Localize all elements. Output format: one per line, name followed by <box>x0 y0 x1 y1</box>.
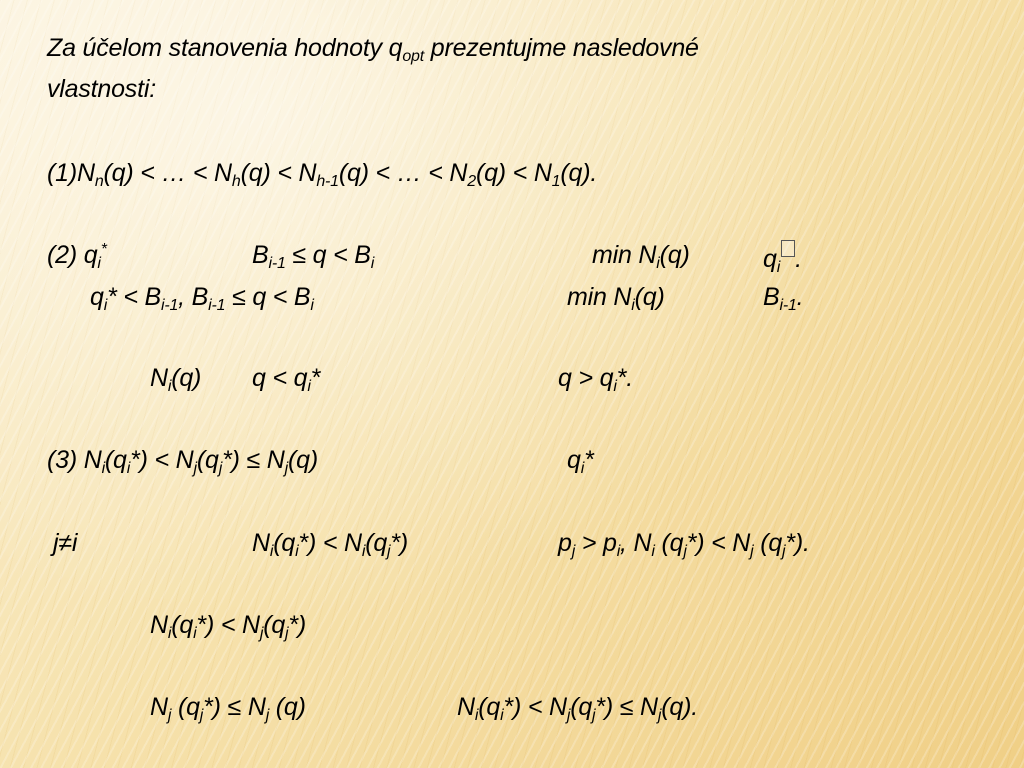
missing-glyph-box-icon <box>781 240 795 257</box>
formula-text: p <box>558 529 572 557</box>
subscript: j <box>782 543 786 560</box>
formula-text: i <box>71 529 78 557</box>
subscript: i-1 <box>208 297 226 314</box>
formula-text: N <box>150 364 168 392</box>
property-2-q-star <box>47 240 107 270</box>
subscript: n <box>94 173 104 190</box>
formula-text: (3) N <box>47 446 102 474</box>
property-3d-left <box>150 692 306 722</box>
subscript: i <box>656 255 660 272</box>
property-2-interval <box>252 240 374 270</box>
formula-text: *) < N <box>503 693 567 721</box>
subscript: i <box>101 460 105 477</box>
property-3d-right <box>457 692 698 722</box>
subscript: j <box>683 543 687 560</box>
formula-text: *) < N <box>686 529 751 557</box>
formula-text: ≤ q < B <box>285 241 371 269</box>
subscript: i <box>776 259 781 276</box>
property-2-bound <box>763 282 803 312</box>
property-2b-ni <box>150 363 201 393</box>
subscript: i <box>631 297 635 314</box>
formula-text: q <box>567 446 581 474</box>
subscript: i <box>97 255 101 272</box>
formula-text: min N <box>592 241 657 269</box>
formula-text: (q <box>654 529 684 557</box>
formula-text: (q). <box>560 159 598 187</box>
formula-text: *. <box>616 364 633 392</box>
property-2-qi-box <box>763 240 802 274</box>
subscript: j <box>750 543 754 560</box>
property-1 <box>47 158 597 188</box>
formula-text: (q <box>263 611 286 639</box>
subscript: 2 <box>467 173 476 190</box>
formula-text: q <box>90 283 104 311</box>
subscript: i <box>310 297 314 314</box>
subscript: opt <box>402 48 424 65</box>
formula-text: ≠ <box>58 529 72 557</box>
formula-text: N <box>150 693 168 721</box>
subscript: i <box>307 378 311 395</box>
formula-text: * < B <box>107 283 161 311</box>
formula-text: (q) < … < N <box>103 159 232 187</box>
formula-text: *) < N <box>196 611 260 639</box>
formula-text: j <box>53 529 59 557</box>
property-2-min-2 <box>567 282 665 312</box>
property-2b-lt <box>252 363 320 393</box>
formula-text: *) ≤ N <box>222 446 285 474</box>
subscript: i <box>651 543 655 560</box>
property-3c <box>150 610 306 640</box>
subscript: i-1 <box>268 255 286 272</box>
formula-text: (q) <box>287 446 318 474</box>
formula-text: (q <box>753 529 783 557</box>
subscript: j <box>285 625 289 642</box>
subscript: h <box>231 173 241 190</box>
formula-text: N <box>150 611 168 639</box>
subscript: j <box>265 707 270 724</box>
subscript: j <box>592 707 596 724</box>
formula-text: , B <box>178 283 209 311</box>
formula-text: q <box>763 245 777 273</box>
formula-text: , N <box>620 529 652 557</box>
formula-text: (q) < N <box>475 159 552 187</box>
subscript: i-1 <box>779 297 797 314</box>
subscript: j <box>657 707 662 724</box>
formula-text: N <box>457 693 475 721</box>
formula-text: . <box>796 283 804 311</box>
subscript: j <box>284 460 288 477</box>
formula-text: (1)N <box>47 159 95 187</box>
subscript: i <box>370 255 375 272</box>
property-3b-ineq <box>252 528 408 558</box>
property-2-min <box>592 240 690 270</box>
formula-text: (q) <box>634 283 665 311</box>
intro-text: Za účelom stanovenia hodnoty q <box>47 34 403 62</box>
formula-text: (q) < … < N <box>338 159 468 187</box>
formula-text: *) ≤ N <box>203 693 266 721</box>
subscript: i <box>167 625 172 642</box>
formula-text: q > q <box>558 364 614 392</box>
formula-text: (q <box>196 446 219 474</box>
formula-text: *) ≤ N <box>595 693 658 721</box>
formula-text: *) < N <box>298 529 362 557</box>
subscript: i <box>269 543 274 560</box>
subscript: i-1 <box>160 297 179 314</box>
formula-text: (q <box>478 693 501 721</box>
subscript: h-1 <box>316 173 339 190</box>
formula-text: *) <box>288 611 307 639</box>
formula-text: ≤ q < B <box>225 283 311 311</box>
formula-text: B <box>252 241 269 269</box>
formula-text: (q <box>365 529 388 557</box>
subscript: j <box>199 707 204 724</box>
intro-text: prezentujme nasledovné <box>424 34 699 62</box>
formula-text: (q) <box>269 693 306 721</box>
formula-text: (q <box>104 446 127 474</box>
subscript: i <box>474 707 479 724</box>
formula-text: *) < N <box>130 446 194 474</box>
formula-text: q < q <box>252 364 308 392</box>
subscript: i <box>126 460 131 477</box>
subscript: j <box>387 543 391 560</box>
property-2-condition <box>90 282 314 312</box>
subscript: i <box>580 460 585 477</box>
formula-text: B <box>763 283 780 311</box>
property-3-qi-star <box>567 445 594 475</box>
formula-text: (q <box>570 693 593 721</box>
subscript: i <box>193 625 197 642</box>
formula-text: (q <box>171 693 200 721</box>
formula-text: (q). <box>661 693 698 721</box>
property-3b-p <box>558 528 810 558</box>
formula-text: (q <box>171 611 194 639</box>
subscript: j <box>218 460 223 477</box>
subscript: i <box>500 707 504 724</box>
formula-text: min N <box>567 283 632 311</box>
formula-text: (q <box>273 529 296 557</box>
subscript: j <box>167 707 172 724</box>
formula-text: * <box>310 364 321 392</box>
property-3 <box>47 445 318 475</box>
formula-text: . <box>795 245 802 273</box>
intro-line-1 <box>47 33 699 63</box>
subscript: j <box>566 707 571 724</box>
subscript: j <box>259 625 264 642</box>
intro-line-2: vlastnosti: <box>47 75 156 103</box>
subscript: i <box>295 543 299 560</box>
formula-text: N <box>252 529 270 557</box>
formula-text: > p <box>575 529 617 557</box>
formula-text: *). <box>785 529 810 557</box>
subscript: i <box>103 297 108 314</box>
property-2b-gt <box>558 363 633 393</box>
formula-text: (q) < N <box>240 159 317 187</box>
subscript: i <box>167 378 172 395</box>
formula-text: *) <box>390 529 409 557</box>
subscript: j <box>571 543 576 560</box>
property-3b-j-neq-i <box>53 528 77 558</box>
subscript: i <box>361 543 366 560</box>
subscript: i <box>616 543 621 560</box>
subscript: i <box>613 378 617 395</box>
formula-text: (q) <box>659 241 690 269</box>
subscript: j <box>193 460 197 477</box>
formula-text: (q) <box>171 364 202 392</box>
formula-text: (2) q <box>47 241 98 269</box>
formula-text: * <box>584 446 594 474</box>
superscript: * <box>100 241 107 258</box>
subscript: 1 <box>551 173 561 190</box>
